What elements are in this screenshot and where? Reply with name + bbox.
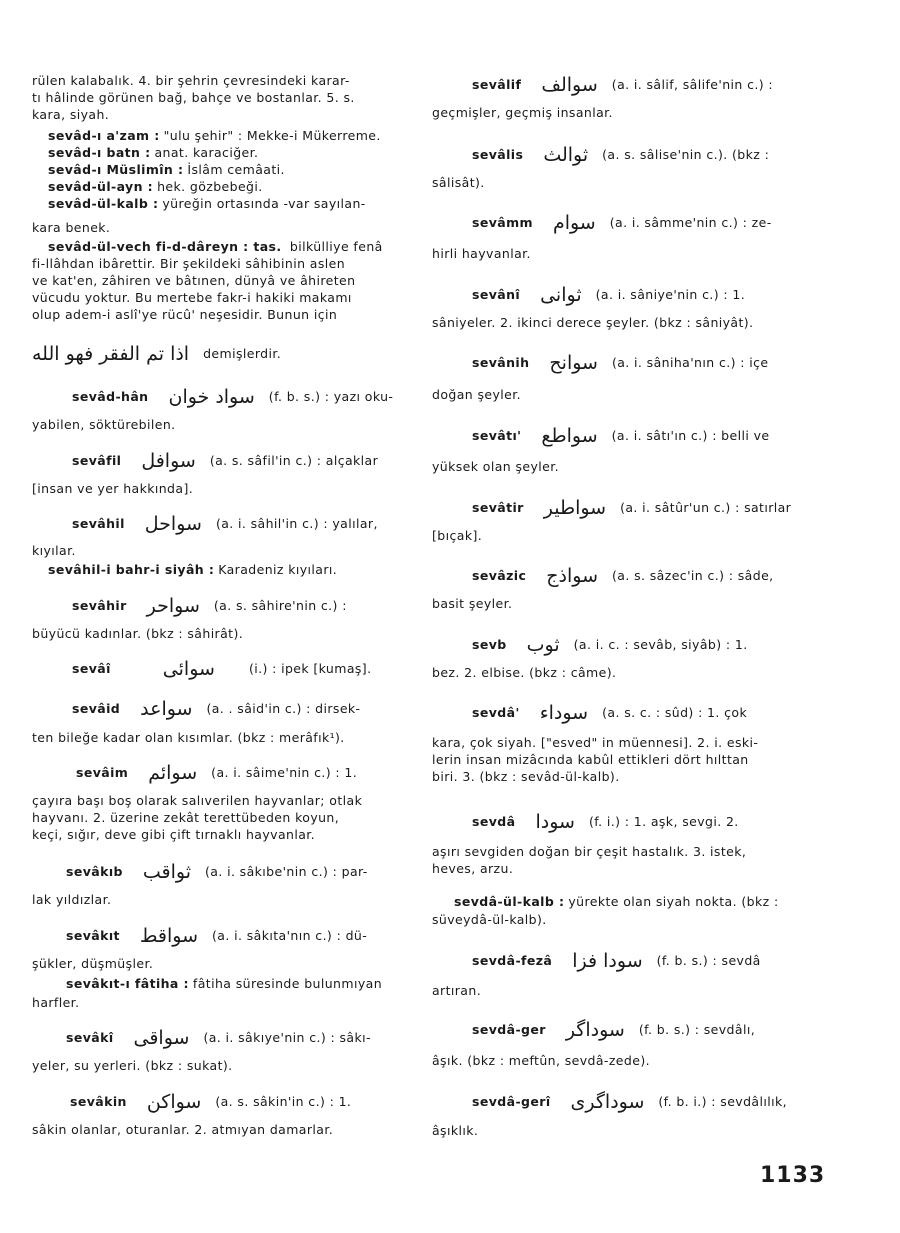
definition: (a. s. sâhire'nin c.) : (213, 598, 347, 613)
definition: (i.) : ipek [kumaş]. (248, 661, 372, 676)
text-line: çayıra başı boş olarak salıverilen hayvanlar; otlak (32, 793, 363, 808)
arabic-script: ثوالث (543, 144, 589, 166)
text-line: tı hâlinde görünen bağ, bahçe ve bostanlar. 5. s. (32, 90, 355, 105)
definition: hek. gözbebeği. (157, 179, 263, 194)
continued-entry (32, 72, 410, 123)
dictionary-entry (432, 567, 814, 585)
arabic-script: سوام (552, 212, 596, 234)
definition: (a. i. sâhil'in c.) : yalılar, (215, 516, 378, 531)
text-line: rülen kalabalık. 4. bir şehrin çevresindeki karar- (32, 73, 350, 88)
dictionary-entry (432, 286, 814, 304)
definition: (a. i. sâime'nin c.) : 1. (211, 765, 358, 780)
definition: (a. i. sâmme'nin c.) : ze- (609, 215, 772, 230)
arabic-script: سودا فزا (572, 950, 643, 972)
text-line: sâkin olanlar, oturanlar. 2. atmıyan damarlar. (32, 1122, 334, 1137)
dictionary-entry (432, 354, 814, 372)
text-line: şükler, düşmüşler. (32, 956, 154, 971)
dictionary-entry (432, 636, 814, 654)
text-line: sâlisât). (432, 175, 485, 190)
headword: sevdâ-ül-kalb : (454, 894, 565, 909)
arabic-script: سوانح (549, 352, 598, 374)
headword: sevâkıb (66, 864, 123, 879)
text-line: kıyılar. (32, 543, 76, 558)
arabic-script: ثوب (526, 634, 560, 656)
text-line: olup adem-i aslî'ye rücû' neşesidir. Bunun için (32, 307, 338, 322)
text-line: yabilen, söktürebilen. (32, 417, 176, 432)
text-line: süveydâ-ül-kalb). (432, 912, 547, 927)
headword: sevâmm (472, 215, 533, 230)
definition: (a. . sâid'in c.) : dirsek- (206, 701, 361, 716)
dictionary-entry (432, 1093, 814, 1111)
dictionary-entry (32, 388, 410, 406)
entry-continuation (32, 792, 410, 843)
headword: sevâid (72, 701, 121, 716)
definition: Karadeniz kıyıları. (218, 562, 338, 577)
headword: sevâd-ül-kalb : (48, 196, 159, 211)
headword: sevdâ (472, 814, 516, 829)
definition: (a. s. sâlise'nin c.). (bkz : (602, 147, 770, 162)
text-line: âşıklık. (432, 1123, 479, 1138)
dictionary-entry (432, 952, 814, 970)
arabic-script: سواحل (144, 513, 202, 535)
text-line: geçmişler, geçmiş insanlar. (432, 105, 613, 120)
text-line: ve kat'en, zâhiren ve bâtınen, dünyâ ve âhireten (32, 273, 356, 288)
arabic-script: سوداگر (565, 1019, 625, 1041)
headword: sevâim (76, 765, 129, 780)
text-line: bez. 2. elbise. (bkz : câme). (432, 665, 617, 680)
arabic-script: سواعد (140, 698, 193, 720)
text-line: basit şeyler. (432, 596, 513, 611)
dictionary-entry (32, 1093, 410, 1111)
text-line: heves, arzu. (432, 861, 514, 876)
arabic-script: سوداگرى (570, 1091, 645, 1113)
definition: (a. i. sâkıta'nın c.) : dü- (212, 928, 368, 943)
text-line: biri. 3. (bkz : sevâd-ül-kalb). (432, 769, 620, 784)
definition: (f. b. i.) : sevdâlılık, (658, 1094, 787, 1109)
dictionary-entry (432, 76, 814, 94)
arabic-script: سواحر (146, 595, 200, 617)
arabic-script: سوالف (541, 74, 598, 96)
dictionary-entry (32, 700, 410, 718)
definition: (a. s. c. : sûd) : 1. çok (602, 705, 748, 720)
dictionary-entry (32, 597, 410, 615)
headword: sevâd-ı batn : (48, 145, 151, 160)
headword: sevânî (472, 287, 521, 302)
definition: yürekte olan siyah nokta. (bkz : (568, 894, 779, 909)
text-line: yeler, su yerleri. (bkz : sukat). (32, 1058, 233, 1073)
definition: demişlerdir. (203, 346, 282, 361)
text-line: vücudu yoktur. Bu mertebe fakr-i hakiki makamı (32, 290, 352, 305)
dictionary-entry (432, 146, 814, 164)
headword: sevâhil (72, 516, 125, 531)
arabic-script: سوائم (148, 762, 198, 784)
page-number: 1133 (760, 1163, 826, 1188)
headword: sevâd-ül-ayn : (48, 179, 154, 194)
text-line: [bıçak]. (432, 528, 483, 543)
text-line: doğan şeyler. (432, 387, 522, 402)
text-line: ten bileğe kadar olan kısımlar. (bkz : merâfık¹). (32, 730, 345, 745)
definition: (a. s. sâkin'in c.) : 1. (215, 1094, 352, 1109)
definition: (f. i.) : 1. aşk, sevgi. 2. (588, 814, 739, 829)
definition: fâtiha süresinde bulunmıyan (192, 976, 383, 991)
definition: (a. s. sâfil'in c.) : alçaklar (209, 453, 379, 468)
text-line: [insan ve yer hakkında]. (32, 481, 194, 496)
definition: (f. b. s.) : sevdâ (656, 953, 761, 968)
headword: sevâd-hân (72, 389, 149, 404)
arabic-script: سواقى (133, 1027, 190, 1049)
text-line: hirli hayvanlar. (432, 246, 531, 261)
arabic-script: سواطير (543, 497, 607, 519)
arabic-script: سواقط (139, 925, 199, 947)
dictionary-entry (432, 1021, 814, 1039)
text-line: artıran. (432, 983, 482, 998)
arabic-script: سواكن (146, 1091, 202, 1113)
dictionary-subentry (32, 561, 410, 578)
definition: (a. i. sâkıbe'nin c.) : par- (204, 864, 368, 879)
headword: sevâkıt (66, 928, 120, 943)
dictionary-entry (32, 927, 410, 945)
dictionary-entry (32, 452, 410, 470)
arabic-script: ثوانى (540, 284, 582, 306)
dictionary-entry (432, 214, 814, 232)
arabic-script: سوداء (539, 702, 589, 724)
headword: sevâlis (472, 147, 524, 162)
definition: "ulu şehir" : Mekke-i Mükerreme. (163, 128, 381, 143)
text-line: kara, çok siyah. ["esved" in müennesi]. 2. i. eski- (432, 735, 759, 750)
definition: (a. i. sâniye'nin c.) : 1. (595, 287, 746, 302)
headword: sevb (472, 637, 507, 652)
arabic-script: اذا تم الفقر فهو الله (32, 343, 190, 365)
definition: (f. b. s.) : yazı oku- (268, 389, 394, 404)
definition: (a. i. sâlif, sâlife'nin c.) : (611, 77, 774, 92)
text-line: harfler. (32, 995, 80, 1010)
text-line: hayvanı. 2. üzerine zekât terettübeden koyun, (32, 810, 340, 825)
text-line: âşık. (bkz : meftûn, sevdâ-zede). (432, 1053, 650, 1068)
arabic-script: سوائى (162, 658, 215, 680)
text-line: büyücü kadınlar. (bkz : sâhirât). (32, 626, 244, 641)
dictionary-entry (32, 660, 410, 678)
headword: sevdâ-ger (472, 1022, 546, 1037)
headword: sevâkıt-ı fâtiha : (66, 976, 189, 991)
definition: İslâm cemâati. (187, 162, 285, 177)
definition: bilkülliye fenâ (289, 239, 383, 254)
dictionary-entry (432, 704, 814, 722)
text-line: lerin insan mizâcında kabûl ettikleri dört hılttan (432, 752, 749, 767)
text-line: yüksek olan şeyler. (432, 459, 559, 474)
dictionary-subentry (32, 238, 410, 323)
dictionary-subentry (32, 127, 410, 212)
definition: (a. s. sâzec'in c.) : sâde, (612, 568, 774, 583)
dictionary-entry (32, 863, 410, 881)
headword: sevâkin (70, 1094, 127, 1109)
headword: sevdâ' (472, 705, 520, 720)
headword: sevâhil-i bahr-i siyâh : (48, 562, 215, 577)
headword: sevâkî (66, 1030, 114, 1045)
headword: sevâhir (72, 598, 127, 613)
definition: (a. i. sâtûr'un c.) : satırlar (620, 500, 792, 515)
definition: (a. i. sâtı'ın c.) : belli ve (611, 428, 770, 443)
headword: sevâd-ül-vech fi-d-dâreyn : tas. (48, 239, 282, 254)
text-line: kara, siyah. (32, 107, 110, 122)
dictionary-entry (432, 427, 814, 445)
dictionary-entry (32, 1029, 410, 1047)
headword: sevâd-ı Müslimîn : (48, 162, 184, 177)
headword: sevâd-ı a'zam : (48, 128, 160, 143)
text-line: sâniyeler. 2. ikinci derece şeyler. (bkz : sâniyât). (432, 315, 754, 330)
arabic-script: سوافل (141, 450, 196, 472)
dictionary-entry (432, 499, 814, 517)
text-line: fi-llâhdan ibârettir. Bir şekildeki sâhibinin aslen (32, 256, 346, 271)
definition: yüreğin ortasında -var sayılan- (162, 196, 366, 211)
text-line: kara benek. (32, 220, 111, 235)
headword: sevâtı' (472, 428, 522, 443)
dictionary-subentry (432, 893, 814, 910)
headword: sevdâ-gerî (472, 1094, 551, 1109)
text-line: keçi, sığır, deve gibi çift tırnaklı hayvanlar. (32, 827, 316, 842)
arabic-script: سواد خوان (168, 386, 255, 408)
dictionary-entry (432, 813, 814, 831)
text-line: aşırı sevgiden doğan bir çeşit hastalık. 3. istek, (432, 844, 747, 859)
entry-continuation (432, 843, 814, 877)
headword: sevâfil (72, 453, 122, 468)
definition: (a. i. sâniha'nın c.) : içe (611, 355, 769, 370)
headword: sevdâ-fezâ (472, 953, 553, 968)
arabic-quote-line (32, 345, 410, 363)
definition: (a. i. sâkıye'nin c.) : sâkı- (203, 1030, 371, 1045)
definition: (a. i. c. : sevâb, siyâb) : 1. (573, 637, 748, 652)
definition: anat. karaciğer. (154, 145, 259, 160)
entry-continuation (432, 734, 814, 785)
arabic-script: سواطع (541, 425, 598, 447)
headword: sevâtir (472, 500, 524, 515)
arabic-script: سواذج (546, 565, 599, 587)
dictionary-entry (32, 764, 410, 782)
definition: (f. b. s.) : sevdâlı, (638, 1022, 756, 1037)
headword: sevâî (72, 661, 111, 676)
headword: sevânih (472, 355, 530, 370)
headword: sevâlif (472, 77, 522, 92)
dictionary-entry (32, 515, 410, 533)
arabic-script: سودا (535, 811, 575, 833)
headword: sevâzic (472, 568, 527, 583)
dictionary-subentry (32, 975, 410, 992)
text-line: lak yıldızlar. (32, 892, 112, 907)
arabic-script: ثواقب (142, 861, 191, 883)
